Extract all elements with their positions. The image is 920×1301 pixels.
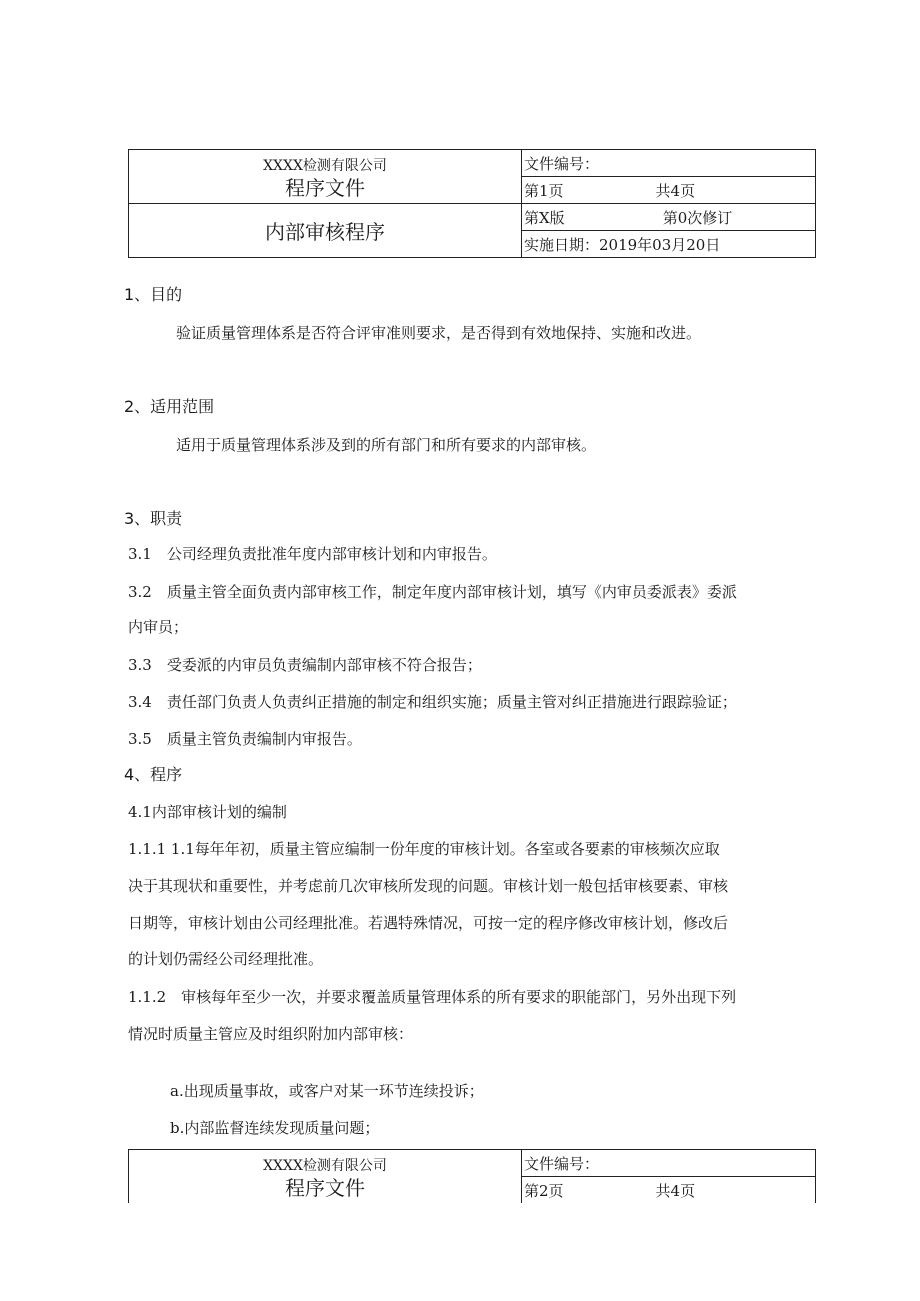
clause-3-5: 3.5 质量主管负责编制内审报告。 — [128, 730, 362, 748]
section-2-title: 2、适用范围 — [124, 397, 215, 416]
page-total-page-2: 共4页 — [655, 1181, 696, 1200]
section-2-text: 适用于质量管理体系涉及到的所有部门和所有要求的内部审核。 — [176, 436, 597, 454]
company-cell-page-2 — [129, 1150, 522, 1204]
clause-1-1-1-line-2: 决于其现状和重要性，并考虑前几次审核所发现的问题。审核计划一般包括审核要素、审核 — [128, 877, 729, 895]
section-1-text: 验证质量管理体系是否符合评审准则要求，是否得到有效地保持、实施和改进。 — [176, 324, 702, 342]
clause-3-3: 3.3 受委派的内审员负责编制内部审核不符合报告； — [128, 656, 482, 674]
clause-4-1: 4.1内部审核计划的编制 — [128, 803, 287, 821]
document-type: 程序文件 — [285, 175, 365, 200]
clause-3-2-line-1: 3.2 质量主管全面负责内部审核工作，制定年度内部审核计划，填写《内审员委派表》委派 — [128, 583, 737, 601]
list-item-b: b.内部监督连续发现质量问题； — [170, 1119, 380, 1137]
clause-1-1-1-line-4: 的计划仍需经公司经理批准。 — [128, 950, 324, 968]
version: 第X版 — [524, 208, 565, 227]
company-name-page-2: XXXX检测有限公司 — [263, 1157, 387, 1174]
page-total: 共4页 — [655, 181, 696, 200]
company-cell — [129, 150, 522, 204]
company-name: XXXX检测有限公司 — [263, 157, 387, 174]
document-header-table-page-2 — [128, 1149, 816, 1203]
section-4-title: 4、程序 — [124, 765, 183, 784]
clause-1-1-1-line-1: 1.1.1 1.1每年年初，质量主管应编制一份年度的审核计划。各室或各要素的审核频次应取 — [128, 840, 720, 858]
document-header-table — [128, 149, 816, 258]
revision: 第0次修订 — [662, 208, 733, 227]
list-item-a: a.出现质量事故，或客户对某一环节连续投诉； — [170, 1082, 484, 1100]
clause-3-1: 3.1 公司经理负责批准年度内部审核计划和内审报告。 — [128, 545, 497, 563]
document-type-page-2: 程序文件 — [285, 1175, 365, 1200]
page-info-cell — [522, 177, 816, 204]
document-number-label-page-2: 文件编号： — [524, 1154, 600, 1173]
document-number-cell — [522, 150, 816, 177]
section-3-title: 3、职责 — [124, 509, 183, 528]
page-number: 第1页 — [524, 181, 564, 200]
document-number-cell-page-2 — [522, 1150, 816, 1177]
clause-1-1-1-line-3: 日期等，审核计划由公司经理批准。若遇特殊情况，可按一定的程序修改审核计划，修改后 — [128, 914, 729, 932]
clause-1-1-2-line-2: 情况时质量主管应及时组织附加内部审核： — [128, 1025, 414, 1043]
section-1-title: 1、目的 — [124, 285, 183, 304]
page-number-page-2: 第2页 — [524, 1181, 564, 1200]
clause-3-2-line-2: 内审员； — [128, 618, 189, 636]
clause-1-1-2-line-1: 1.1.2 审核每年至少一次，并要求覆盖质量管理体系的所有要求的职能部门，另外出现下列 — [128, 988, 737, 1006]
page-info-cell-page-2 — [522, 1177, 816, 1204]
effective-date: 实施日期：2019年03月20日 — [522, 231, 816, 258]
procedure-title: 内部审核程序 — [129, 204, 522, 258]
version-cell — [522, 204, 816, 231]
clause-3-4: 3.4 责任部门负责人负责纠正措施的制定和组织实施；质量主管对纠正措施进行跟踪验证； — [128, 693, 737, 711]
document-number-label: 文件编号： — [524, 154, 600, 173]
